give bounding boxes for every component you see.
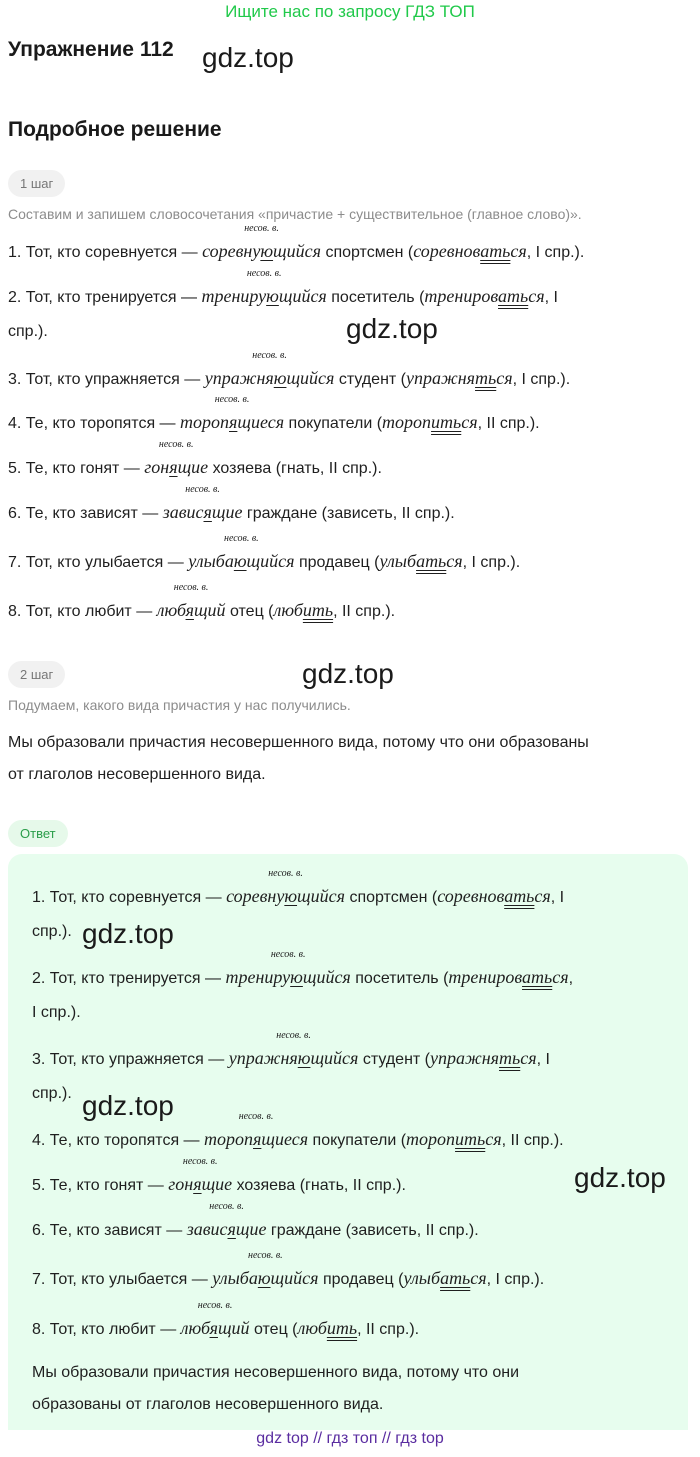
verb-postfix: ся [496,368,513,388]
watermark: gdz.top [202,42,294,73]
answer-line [32,1030,550,1070]
line-noun: отец ( [249,1321,298,1338]
participle [212,1250,319,1288]
line-noun: покупатели ( [308,1132,407,1149]
participle-suffix-vowel: ю [233,551,247,571]
aspect-mark: несов. в. [173,582,209,593]
verb-ending: ать [504,886,535,906]
line-prefix: 3. Тот, кто упражняется — [32,1051,229,1068]
solution-line [8,223,585,263]
answer-line-cont: I спр.). [32,1004,81,1021]
verb-stem: соревнов [413,241,481,261]
line-noun: граждане (зависеть, II спр.). [242,505,455,522]
step-badge: 1 шаг [8,170,65,197]
verb-ending: ить [326,1318,358,1338]
line-noun: посетитель ( [326,289,425,306]
verb-stem: тороп [406,1129,456,1149]
participle-stem: люб [180,1318,210,1338]
answer-badge: Ответ [8,820,68,847]
search-banner[interactable]: Ищите нас по запросу ГДЗ ТОП [225,2,475,21]
line-noun: студент ( [334,371,406,388]
participle-stem: тороп [180,412,229,432]
verb-ending: ить [302,600,334,620]
verb-postfix: ся [528,286,545,306]
participle-ending: щие [201,1174,233,1194]
line-prefix: 1. Тот, кто соревнуется — [32,889,227,906]
participle-suffix-vowel: я [203,502,212,522]
verb [403,1268,486,1288]
verb-stem: трениров [448,967,523,987]
participle-stem: тороп [204,1129,253,1149]
answer-line [32,1111,564,1151]
participle-suffix-vowel: я [209,1318,218,1338]
verb [298,1318,358,1338]
participle-ending: щийся [246,551,295,571]
verb-postfix: ся [485,1129,502,1149]
aspect-mark: несов. в. [224,533,259,544]
answer-line [32,949,574,989]
verb-ending: ть [499,1048,521,1068]
participle-suffix-vowel: я [169,457,178,477]
page-title: Упражнение 112 [8,38,174,61]
participle [228,1030,359,1068]
verb-postfix: ся [461,412,478,432]
participle [226,868,345,906]
line-prefix: 2. Тот, кто тренируется — [32,970,226,987]
step-text: Мы образовали причастия несовершенного вида, потому что они образованы от глаголов несовершенного вида. [8,734,589,783]
watermark: gdz.top [82,918,174,949]
solution-line [8,268,558,308]
participle-ending: щийся [297,886,345,906]
verb-ending: ать [522,967,553,987]
participle-suffix-vowel: я [229,412,238,432]
participle-stem: соревну [226,886,285,906]
solution-line [8,484,455,524]
participle-stem: люб [156,600,186,620]
participle-suffix-vowel: я [253,1129,262,1149]
participle-ending: щий [193,600,226,620]
line-conjugation: , II спр.). [357,1321,420,1338]
verb [413,241,527,261]
solution-line [8,582,396,622]
participle-suffix-vowel: ю [290,967,303,987]
participle-suffix-vowel: ю [273,368,287,388]
aspect-mark: несов. в. [158,439,194,450]
line-conjugation: , I [536,1051,550,1068]
verb [379,551,462,571]
answer-line [32,1300,420,1340]
line-prefix: 6. Те, кто зависят — [8,505,163,522]
line-conjugation: , I [544,289,558,306]
aspect-mark: несов. в. [209,1201,244,1212]
participle [168,1156,233,1194]
participle-ending: щий [217,1318,250,1338]
participle-stem: упражня [204,368,274,388]
watermark: gdz.top [82,1090,174,1121]
participle-stem: гон [144,457,170,477]
participle-ending: щийся [286,368,335,388]
participle [202,223,321,261]
participle [204,350,335,388]
footer-links[interactable]: gdz top // гдз топ // гдз top [256,1430,444,1447]
answer-line-cont: спр.). [32,923,72,940]
verb-stem: соревнов [437,886,505,906]
participle [204,1111,309,1149]
line-conjugation: , II спр.). [477,415,540,432]
participle-ending: щие [211,502,243,522]
participle-suffix-vowel: я [193,1174,202,1194]
participle [201,268,327,306]
line-conjugation: , I спр.). [512,371,571,388]
verb-ending: ать [440,1268,471,1288]
line-noun: продавец ( [318,1271,404,1288]
participle-stem: улыба [212,1268,258,1288]
line-prefix: 7. Тот, кто улыбается — [32,1271,213,1288]
verb-ending: ить [431,412,462,432]
participle-ending: щие [235,1219,267,1239]
participle-stem: упражня [228,1048,298,1068]
solution-line [8,533,521,573]
participle-suffix-vowel: я [185,600,194,620]
verb [406,368,513,388]
verb-postfix: ся [470,1268,487,1288]
participle-stem: соревну [202,241,261,261]
participle-stem: завис [186,1219,228,1239]
line-prefix: 4. Те, кто торопятся — [8,415,180,432]
aspect-mark: несов. в. [268,868,303,879]
verb-stem: люб [273,600,303,620]
line-conjugation: , I спр.). [462,554,521,571]
step-badge: 2 шаг [8,661,65,688]
verb-ending: ть [475,368,497,388]
participle [156,582,226,620]
answer-line [32,1250,545,1290]
participle-ending: щийся [302,967,351,987]
line-noun: продавец ( [294,554,380,571]
verb-stem: упражня [430,1048,500,1068]
section-title: Подробное решение [8,118,222,141]
participle [144,439,209,477]
verb [424,286,544,306]
participle-ending: щиеся [261,1129,309,1149]
line-prefix: 7. Тот, кто улыбается — [8,554,189,571]
solution-line-cont: спр.). [8,323,48,340]
participle [188,533,295,571]
verb-postfix: ся [510,241,527,261]
line-noun: отец ( [225,603,274,620]
line-conjugation: , I спр.). [526,244,585,261]
line-conjugation: , II спр.). [501,1132,564,1149]
aspect-mark: несов. в. [214,394,250,405]
watermark: gdz.top [346,313,438,344]
participle-stem: трениру [225,967,291,987]
verb-postfix: ся [534,886,551,906]
aspect-mark: несов. в. [276,1030,311,1041]
verb [437,886,551,906]
solution-line [8,394,540,434]
participle [186,1201,267,1239]
solution-line [8,439,382,479]
participle-ending: щиеся [237,412,285,432]
participle [162,484,243,522]
line-noun: хозяева (гнать, II спр.). [232,1177,406,1194]
step-hint: Составим и запишем словосочетания «причастие + существительное (главное слово)». [8,206,582,222]
aspect-mark: несов. в. [252,350,287,361]
participle-ending: щийся [270,1268,319,1288]
line-noun: посетитель ( [350,970,449,987]
aspect-mark: несов. в. [185,484,220,495]
answer-line [32,868,565,908]
line-noun: спортсмен ( [345,889,438,906]
watermark: gdz.top [302,658,394,689]
verb-ending: ать [480,241,511,261]
participle-stem: трениру [201,286,267,306]
aspect-mark: несов. в. [270,949,306,960]
participle [180,394,285,432]
line-noun: хозяева (гнать, II спр.). [208,460,382,477]
verb-ending: ить [455,1129,486,1149]
line-prefix: 6. Те, кто зависят — [32,1222,187,1239]
verb-stem: тороп [382,412,432,432]
verb-ending: ать [416,551,447,571]
watermark: gdz.top [574,1162,666,1193]
aspect-mark: несов. в. [182,1156,218,1167]
participle-stem: улыба [188,551,234,571]
participle-ending: щийся [273,241,321,261]
line-conjugation: , I спр.). [486,1271,545,1288]
participle-suffix-vowel: я [227,1219,236,1239]
participle-ending: щие [177,457,209,477]
participle-ending: щийся [278,286,327,306]
answer-line-cont: спр.). [32,1085,72,1102]
verb-postfix: ся [446,551,463,571]
verb [382,412,478,432]
line-prefix: 4. Те, кто торопятся — [32,1132,204,1149]
participle [225,949,351,987]
verb [274,600,334,620]
line-noun: покупатели ( [284,415,383,432]
line-conjugation: , II спр.). [333,603,396,620]
line-prefix: 2. Тот, кто тренируется — [8,289,202,306]
line-conjugation: , I [550,889,565,906]
answer-line [32,1156,406,1196]
aspect-mark: несов. в. [244,223,279,234]
verb-stem: упражня [406,368,476,388]
participle-suffix-vowel: ю [266,286,279,306]
verb-postfix: ся [552,967,569,987]
participle [180,1300,250,1338]
step-hint: Подумаем, какого вида причастия у нас получились. [8,697,351,713]
line-prefix: 3. Тот, кто упражняется — [8,371,205,388]
answer-line [32,1201,479,1241]
verb-stem: улыб [379,551,417,571]
line-noun: студент ( [358,1051,430,1068]
line-prefix: 1. Тот, кто соревнуется — [8,244,203,261]
participle-ending: щийся [310,1048,359,1068]
participle-suffix-vowel: ю [284,886,298,906]
solution-line [8,350,571,390]
aspect-mark: несов. в. [246,268,282,279]
verb-stem: улыб [403,1268,441,1288]
aspect-mark: несов. в. [197,1300,233,1311]
line-noun: спортсмен ( [321,244,414,261]
verb-postfix: ся [520,1048,537,1068]
verb-ending: ать [498,286,529,306]
answer-text: Мы образовали причастия несовершенного вида, потому что они образованы от глаголов несовершенного вида. [32,1364,520,1413]
line-prefix: 5. Те, кто гонят — [32,1177,169,1194]
participle-stem: гон [168,1174,194,1194]
line-prefix: 8. Тот, кто любит — [8,603,157,620]
line-prefix: 5. Те, кто гонят — [8,460,145,477]
line-noun: граждане (зависеть, II спр.). [266,1222,479,1239]
participle-suffix-vowel: ю [297,1048,311,1068]
aspect-mark: несов. в. [238,1111,274,1122]
verb [448,967,568,987]
verb-stem: трениров [424,286,499,306]
verb-stem: люб [297,1318,327,1338]
verb [430,1048,537,1068]
line-prefix: 8. Тот, кто любит — [32,1321,181,1338]
aspect-mark: несов. в. [248,1250,283,1261]
participle-stem: завис [162,502,204,522]
participle-suffix-vowel: ю [260,241,274,261]
participle-suffix-vowel: ю [257,1268,271,1288]
line-conjugation: , [568,970,574,987]
verb [406,1129,502,1149]
